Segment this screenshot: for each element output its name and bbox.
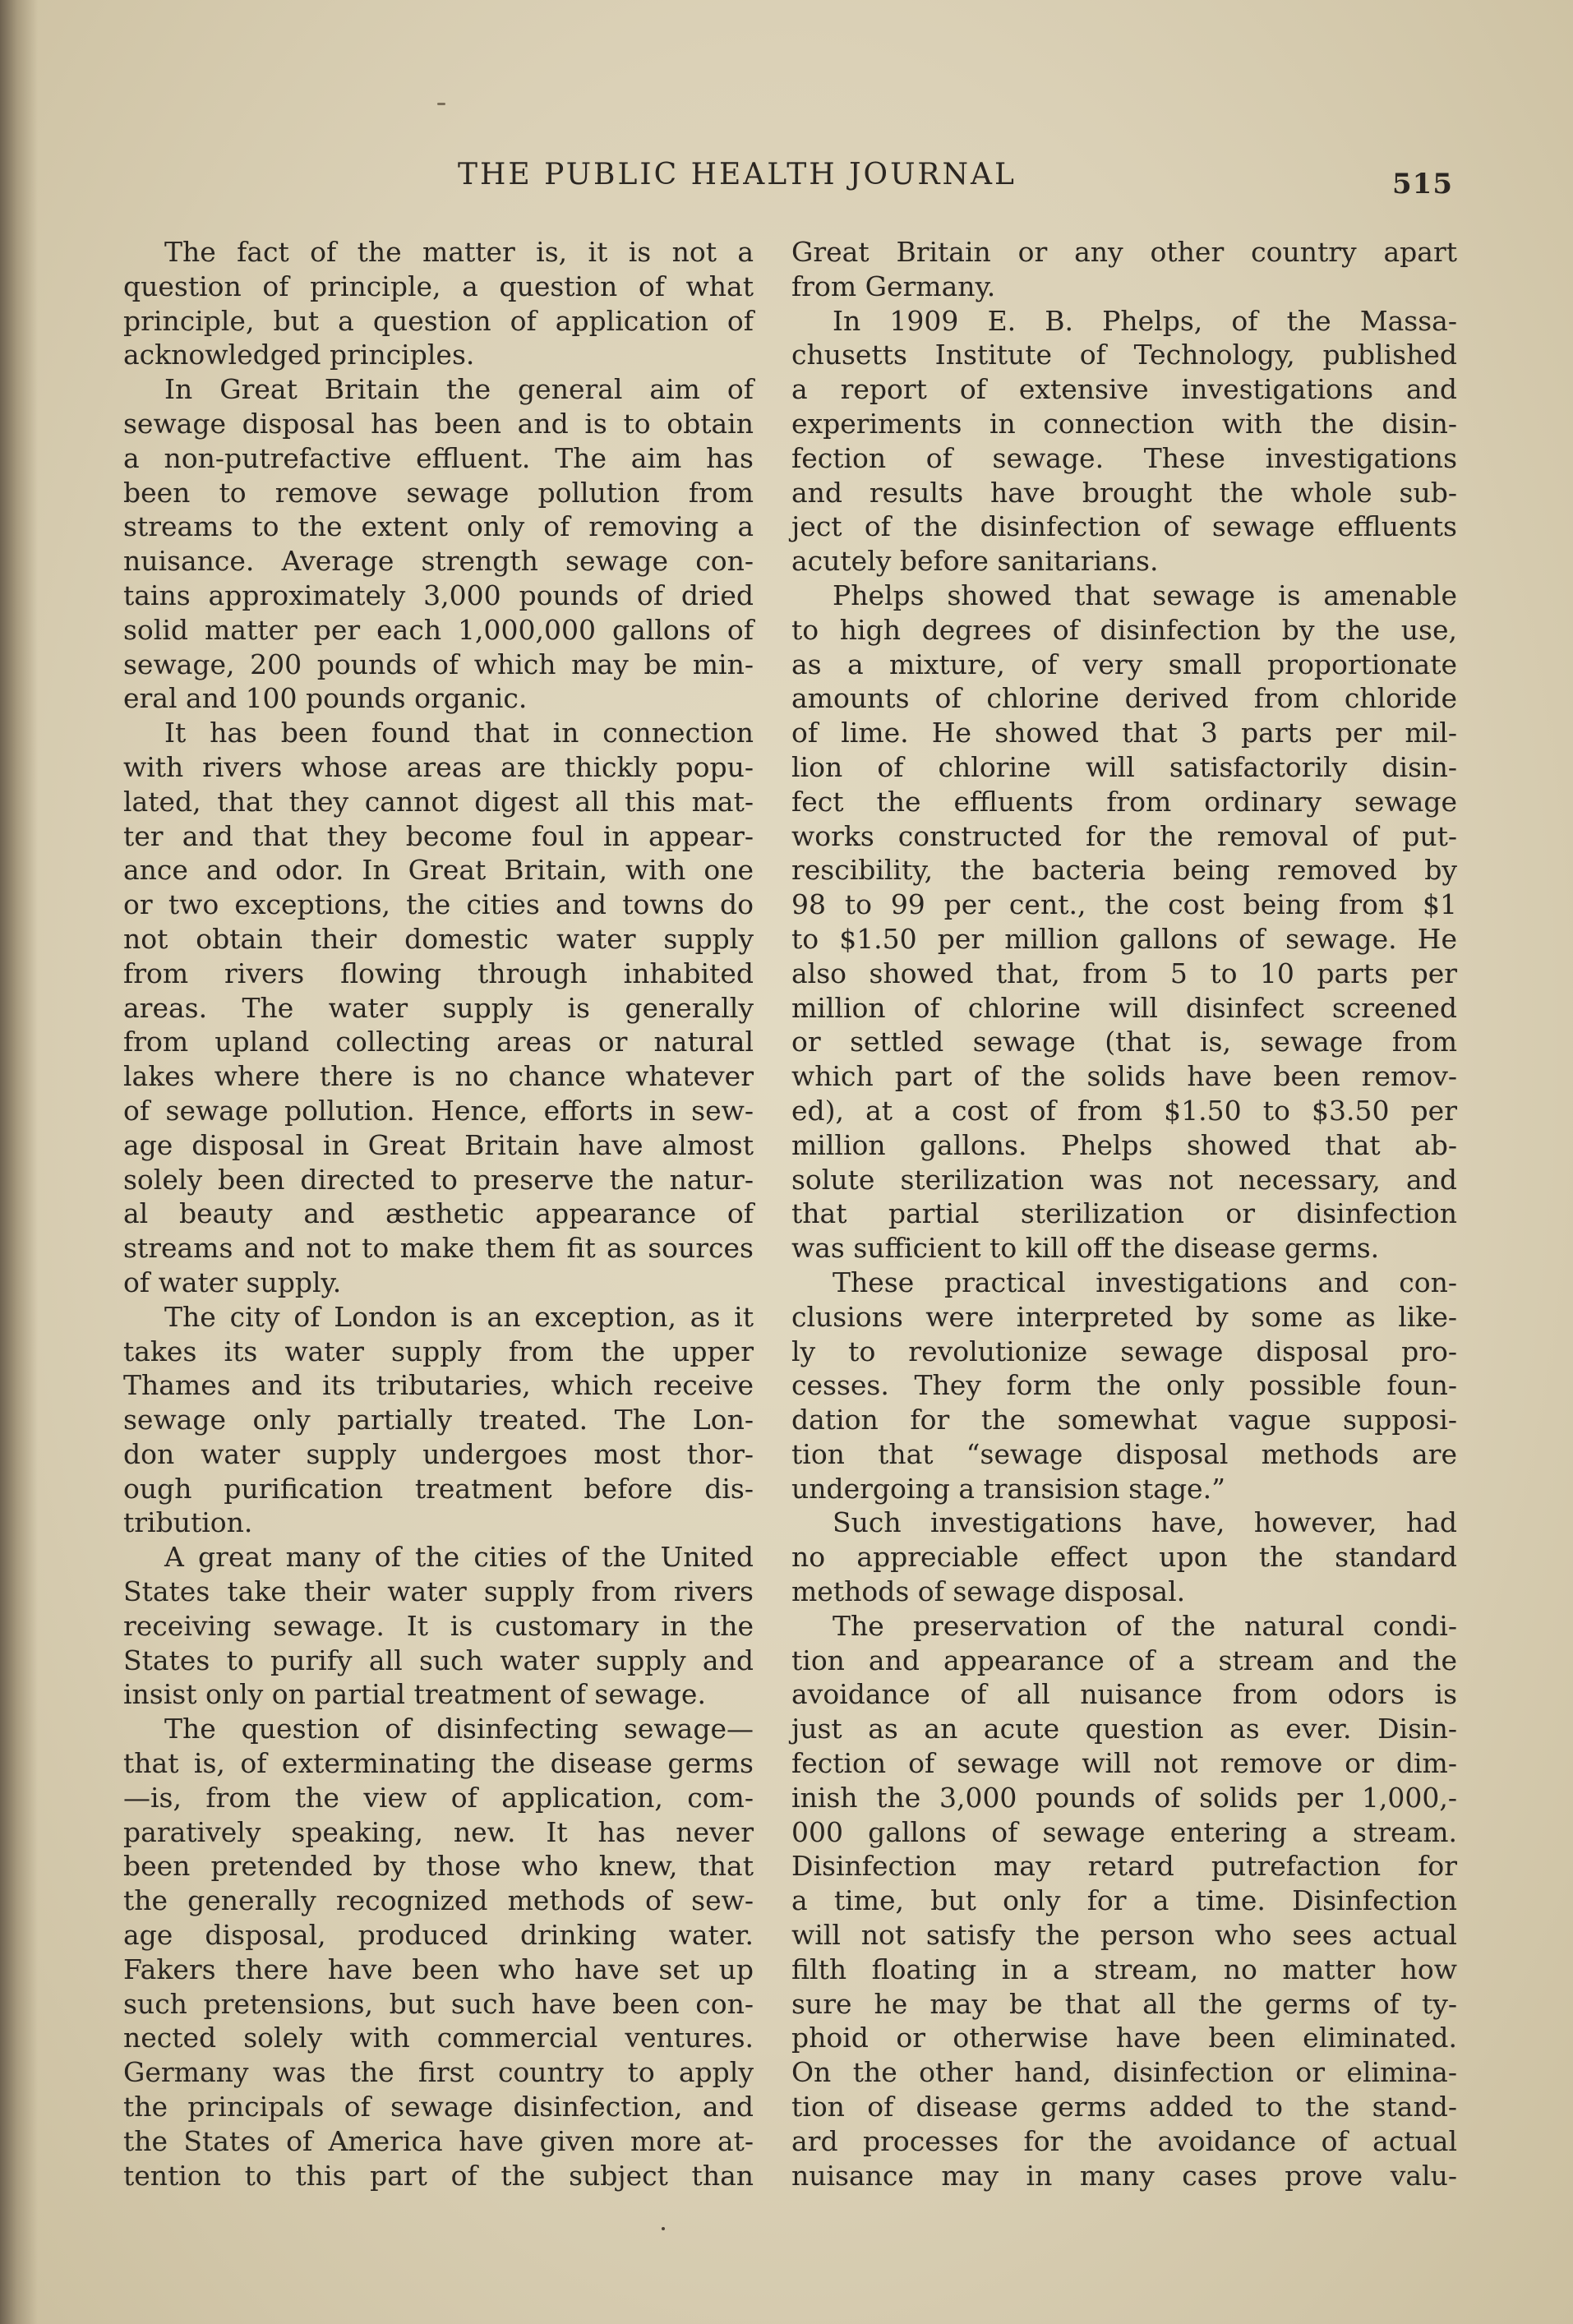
text-line: as a mixture, of very small proportionate (791, 648, 1457, 680)
text-line: sure he may be that all the germs of ty- (791, 1987, 1457, 2020)
text-line: ance and odor. In Great Britain, with one (123, 854, 754, 887)
text-line: insist only on partial treatment of sewage. (123, 1678, 706, 1711)
text-line: Disinfection may retard putrefaction for (791, 1850, 1457, 1883)
text-line: —is, from the view of application, com- (123, 1781, 754, 1814)
text-line: nuisance may in many cases prove valu- (791, 2159, 1457, 2192)
text-line: experiments in connection with the disin- (791, 407, 1457, 440)
text-line: Such investigations have, however, had (833, 1506, 1457, 1539)
paragraph (791, 579, 1457, 1266)
text-line: been to remove sewage pollution from (123, 476, 754, 509)
text-line: from upland collecting areas or natural (123, 1026, 754, 1058)
text-line: rescibility, the bacteria being removed by (791, 854, 1457, 887)
text-line: the generally recognized methods of sew- (123, 1884, 754, 1917)
text-line: cesses. They form the only possible foun- (791, 1369, 1457, 1402)
text-line: ject of the disinfection of sewage effluents (791, 510, 1457, 543)
text-line: don water supply undergoes most thor- (123, 1437, 754, 1470)
text-line: or two exceptions, the cities and towns do (123, 888, 754, 921)
text-line: to high degrees of disinfection by the use, (791, 613, 1457, 646)
text-line: On the other hand, disinfection or elimina- (791, 2056, 1457, 2089)
text-line: paratively speaking, new. It has never (123, 1815, 754, 1848)
text-line: avoidance of all nuisance from odors is (791, 1678, 1457, 1711)
text-line: tion that “sewage disposal methods are (791, 1437, 1457, 1470)
text-line: to $1.50 per million gallons of sewage. He (791, 922, 1457, 955)
text-line: undergoing a transision stage.” (791, 1472, 1225, 1505)
left-column (123, 235, 754, 2193)
paragraph (123, 716, 754, 1300)
text-line: question of principle, a question of what (123, 270, 754, 302)
paragraph (123, 1540, 754, 1712)
text-line: The city of London is an exception, as it (164, 1300, 754, 1333)
text-line: takes its water supply from the upper (123, 1335, 754, 1367)
binding-shadow (0, 0, 38, 2324)
text-line: tion and appearance of a stream and the (791, 1644, 1457, 1676)
text-line: age disposal, produced drinking water. (123, 1919, 754, 1952)
text-line: and results have brought the whole sub- (791, 476, 1457, 509)
text-line: not obtain their domestic water supply (123, 922, 754, 955)
paragraph (791, 1506, 1457, 1608)
text-line: receiving sewage. It is customary in the (123, 1609, 754, 1642)
text-line: that partial sterilization or disinfection (791, 1197, 1457, 1230)
text-line: was sufficient to kill off the disease germs. (791, 1232, 1380, 1265)
text-line: principle, but a question of application of (123, 304, 754, 337)
text-line: fection of sewage. These investigations (791, 441, 1457, 474)
text-line: chusetts Institute of Technology, published (791, 339, 1457, 371)
page-header (0, 158, 1573, 207)
text-line: no appreciable effect upon the standard (791, 1541, 1457, 1574)
paragraph (791, 235, 1457, 304)
text-line: Phelps showed that sewage is amenable (833, 579, 1457, 611)
text-line: the principals of sewage disinfection, and (123, 2091, 754, 2123)
page-mark (437, 103, 445, 105)
text-line: States to purify all such water supply and (123, 1644, 754, 1676)
text-line: tention to this part of the subject than (123, 2159, 754, 2192)
text-line: acknowledged principles. (123, 339, 475, 371)
text-line: tribution. (123, 1506, 253, 1539)
text-line: also showed that, from 5 to 10 parts per (791, 957, 1457, 989)
text-line: clusions were interpreted by some as like- (791, 1300, 1457, 1333)
text-line: lated, that they cannot digest all this mat- (123, 785, 754, 818)
text-line: 98 to 99 per cent., the cost being from $1 (791, 888, 1457, 921)
text-line: These practical investigations and con- (833, 1266, 1457, 1298)
paragraph (123, 1300, 754, 1541)
text-line: sewage only partially treated. The Lon- (123, 1404, 754, 1436)
text-line: from rivers flowing through inhabited (123, 957, 754, 989)
text-line: tion of disease germs added to the stand- (791, 2091, 1457, 2123)
text-line: solely been directed to preserve the natur- (123, 1163, 754, 1196)
text-line: age disposal in Great Britain have almost (123, 1128, 754, 1161)
text-line: from Germany. (791, 270, 996, 302)
text-line: Fakers there have been who have set up (123, 1953, 754, 1985)
text-line: been pretended by those who knew, that (123, 1850, 754, 1883)
text-line: lion of chlorine will satisfactorily disin- (791, 750, 1457, 783)
text-line: which part of the solids have been remov- (791, 1060, 1457, 1093)
text-line: amounts of chlorine derived from chloride (791, 682, 1457, 715)
text-line: The question of disinfecting sewage— (164, 1713, 754, 1745)
text-line: ough purification treatment before dis- (123, 1472, 754, 1505)
text-line: solute sterilization was not necessary, and (791, 1163, 1457, 1196)
text-line: It has been found that in connection (164, 717, 754, 749)
text-line: sewage, 200 pounds of which may be min- (123, 648, 754, 680)
page-speck (662, 2227, 665, 2230)
text-line: just as an acute question as ever. Disin- (791, 1713, 1457, 1745)
text-line: sewage disposal has been and is to obtain (123, 407, 754, 440)
text-line: Thames and its tributaries, which receive (123, 1369, 754, 1402)
text-line: eral and 100 pounds organic. (123, 682, 528, 715)
paragraph (791, 1609, 1457, 2193)
text-line: streams and not to make them fit as sources (123, 1232, 754, 1265)
text-line: The fact of the matter is, it is not a (164, 236, 754, 268)
text-line: ly to revolutionize sewage disposal pro- (791, 1335, 1457, 1367)
text-line: filth floating in a stream, no matter how (791, 1953, 1457, 1985)
text-line: States take their water supply from rivers (123, 1575, 754, 1608)
text-line: that is, of exterminating the disease germs (123, 1747, 754, 1780)
text-line: areas. The water supply is generally (123, 991, 754, 1024)
text-line: or settled sewage (that is, sewage from (791, 1026, 1457, 1058)
text-line: works constructed for the removal of put- (791, 819, 1457, 852)
text-line: million gallons. Phelps showed that ab- (791, 1128, 1457, 1161)
text-line: al beauty and æsthetic appearance of (123, 1197, 754, 1230)
text-line: such pretensions, but such have been con- (123, 1987, 754, 2020)
text-line: ter and that they become foul in appear- (123, 819, 754, 852)
text-line: will not satisfy the person who sees actual (791, 1919, 1457, 1952)
text-line: ard processes for the avoidance of actual (791, 2124, 1457, 2157)
page-number: 515 (1392, 168, 1453, 201)
text-line: phoid or otherwise have been eliminated. (791, 2022, 1457, 2054)
text-line: solid matter per each 1,000,000 gallons of (123, 613, 754, 646)
text-line: a non-putrefactive effluent. The aim has (123, 441, 754, 474)
paragraph (123, 372, 754, 716)
text-line: inish the 3,000 pounds of solids per 1,000,- (791, 1781, 1457, 1814)
text-line: nected solely with commercial ventures. (123, 2022, 754, 2054)
paragraph (791, 1266, 1457, 1506)
text-line: In 1909 E. B. Phelps, of the Massa- (833, 304, 1457, 337)
text-line: A great many of the cities of the United (164, 1541, 754, 1574)
text-line: million of chlorine will disinfect screened (791, 991, 1457, 1024)
running-title: THE PUBLIC HEALTH JOURNAL (458, 158, 1017, 191)
text-line: The preservation of the natural condi- (833, 1609, 1457, 1642)
paragraph (123, 235, 754, 372)
text-line: of water supply. (123, 1266, 342, 1298)
text-line: a report of extensive investigations and (791, 373, 1457, 406)
text-line: ed), at a cost of from $1.50 to $3.50 per (791, 1094, 1457, 1127)
text-line: fection of sewage will not remove or dim- (791, 1747, 1457, 1780)
paragraph (123, 1712, 754, 2193)
text-line: Germany was the first country to apply (123, 2056, 754, 2089)
text-line: of sewage pollution. Hence, efforts in sew- (123, 1094, 754, 1127)
text-line: streams to the extent only of removing a (123, 510, 754, 543)
text-line: of lime. He showed that 3 parts per mil- (791, 717, 1457, 749)
text-line: the States of America have given more at- (123, 2124, 754, 2157)
text-line: acutely before sanitarians. (791, 545, 1159, 578)
paragraph (791, 304, 1457, 579)
text-line: a time, but only for a time. Disinfection (791, 1884, 1457, 1917)
right-column (791, 235, 1457, 2193)
text-line: In Great Britain the general aim of (164, 373, 754, 406)
text-line: fect the effluents from ordinary sewage (791, 785, 1457, 818)
text-line: dation for the somewhat vague supposi- (791, 1404, 1457, 1436)
text-line: nuisance. Average strength sewage con- (123, 545, 754, 578)
text-line: Great Britain or any other country apart (791, 236, 1457, 268)
text-line: with rivers whose areas are thickly popu- (123, 750, 754, 783)
text-line: tains approximately 3,000 pounds of dried (123, 579, 754, 611)
text-line: 000 gallons of sewage entering a stream. (791, 1815, 1457, 1848)
text-line: methods of sewage disposal. (791, 1575, 1186, 1608)
text-line: lakes where there is no chance whatever (123, 1060, 754, 1093)
